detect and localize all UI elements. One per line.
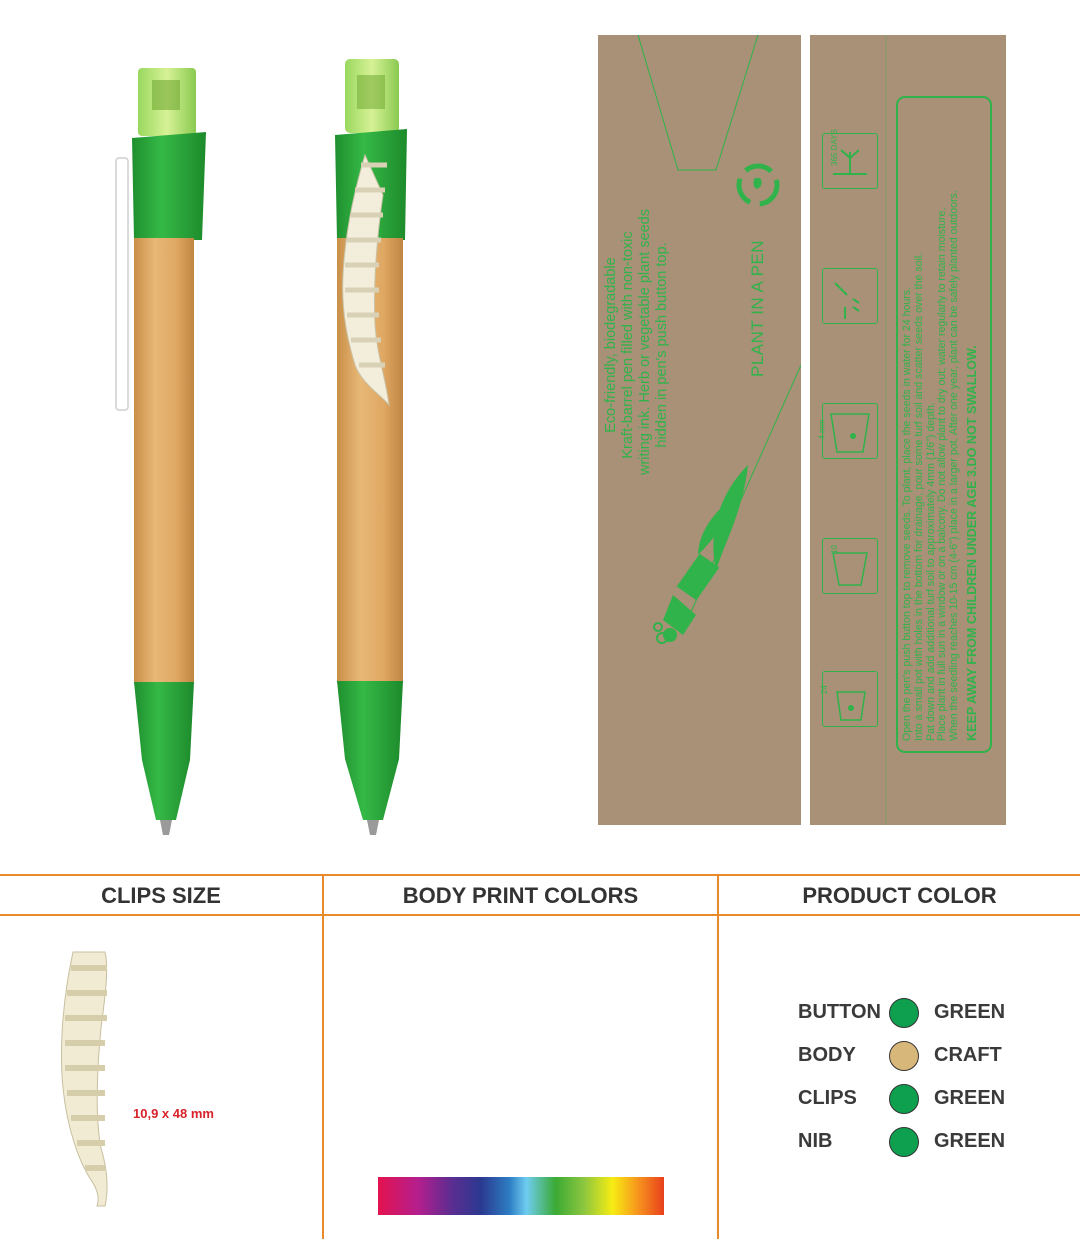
pen-sprout-icon [654, 465, 748, 643]
packaging-back-panel [810, 35, 1006, 825]
pen-front-view [325, 55, 425, 845]
table-top-rule [0, 874, 1080, 876]
packaging-front-panel [598, 35, 801, 825]
body-print-colors-header: BODY PRINT COLORS [402, 883, 639, 908]
clips-color-label: CLIPS [798, 1087, 857, 1109]
days-365-label: 365 DAYS [829, 129, 839, 166]
instruction-line: Open the pen's push button top to remove seeds. To plant, place the seeds in water for 24 hours. [901, 286, 913, 741]
nib-color-swatch [889, 1127, 919, 1157]
hours-24-icon [819, 671, 878, 727]
button-color-value: GREEN [934, 1001, 1006, 1023]
instruction-line: Pat down and add additional turf soil to approximately 4mm (1/6") depth. [924, 402, 937, 741]
body-color-swatch [889, 1041, 919, 1071]
table-header-rule [0, 914, 1080, 916]
nib-color-value: GREEN [934, 1130, 1006, 1152]
safety-warning: KEEP AWAY FROM CHILDREN UNDER AGE 3.DO NOT SWALLOW. [964, 345, 979, 741]
body-color-label: BODY [798, 1044, 856, 1066]
eco-description [603, 209, 671, 475]
nib-color-label: NIB [798, 1130, 833, 1152]
eco-line: hidden in pen's push button top. [654, 242, 670, 448]
eco-line: writing ink. Herb or vegetable plant seeds [637, 209, 653, 475]
clips-color-swatch [889, 1084, 919, 1114]
watering-icon [822, 268, 878, 324]
spine-clip-image [55, 948, 125, 1208]
hours-24-label: 24 [819, 685, 829, 694]
recycle-icon [739, 166, 777, 204]
button-color-label: BUTTON [798, 1001, 881, 1023]
depth-4mm-label: 4 mm [817, 419, 827, 440]
table-divider [322, 875, 324, 1239]
button-color-swatch [889, 998, 919, 1028]
instruction-line: When the seedling reaches 10-15 cm (4-6") place in a larger pot. After one year, plant can be safely planted outdoors. [948, 190, 961, 741]
body-color-value: CRAFT [934, 1044, 1002, 1066]
clips-size-header: CLIPS SIZE [101, 883, 221, 908]
eco-line: Eco-friendly, biodegradable [603, 257, 619, 433]
instruction-line: Into a small pot with holes in the bottom for drainage, pour some turf soil and scatter seeds over the soil. [912, 252, 925, 741]
planting-instructions [902, 101, 979, 741]
product-color-header: PRODUCT COLOR [802, 883, 997, 908]
eco-line: Kraft-barrel pen filled with non-toxic [620, 231, 636, 459]
pot-10-label: 10 [829, 545, 839, 554]
print-color-spectrum [378, 1177, 664, 1215]
instruction-line: Place plant in full sun in a window or on a balcony. Do not allow plant to dry out; water regularly to retain moisture. [936, 207, 949, 741]
plant-in-a-pen-title: PLANT IN A PEN [748, 239, 767, 377]
clips-color-value: GREEN [934, 1087, 1006, 1109]
table-divider [717, 875, 719, 1239]
clip-size-value: 10,9 x 48 mm [133, 1106, 214, 1121]
depth-4mm-icon [822, 403, 878, 459]
pen-side-view [110, 60, 220, 850]
